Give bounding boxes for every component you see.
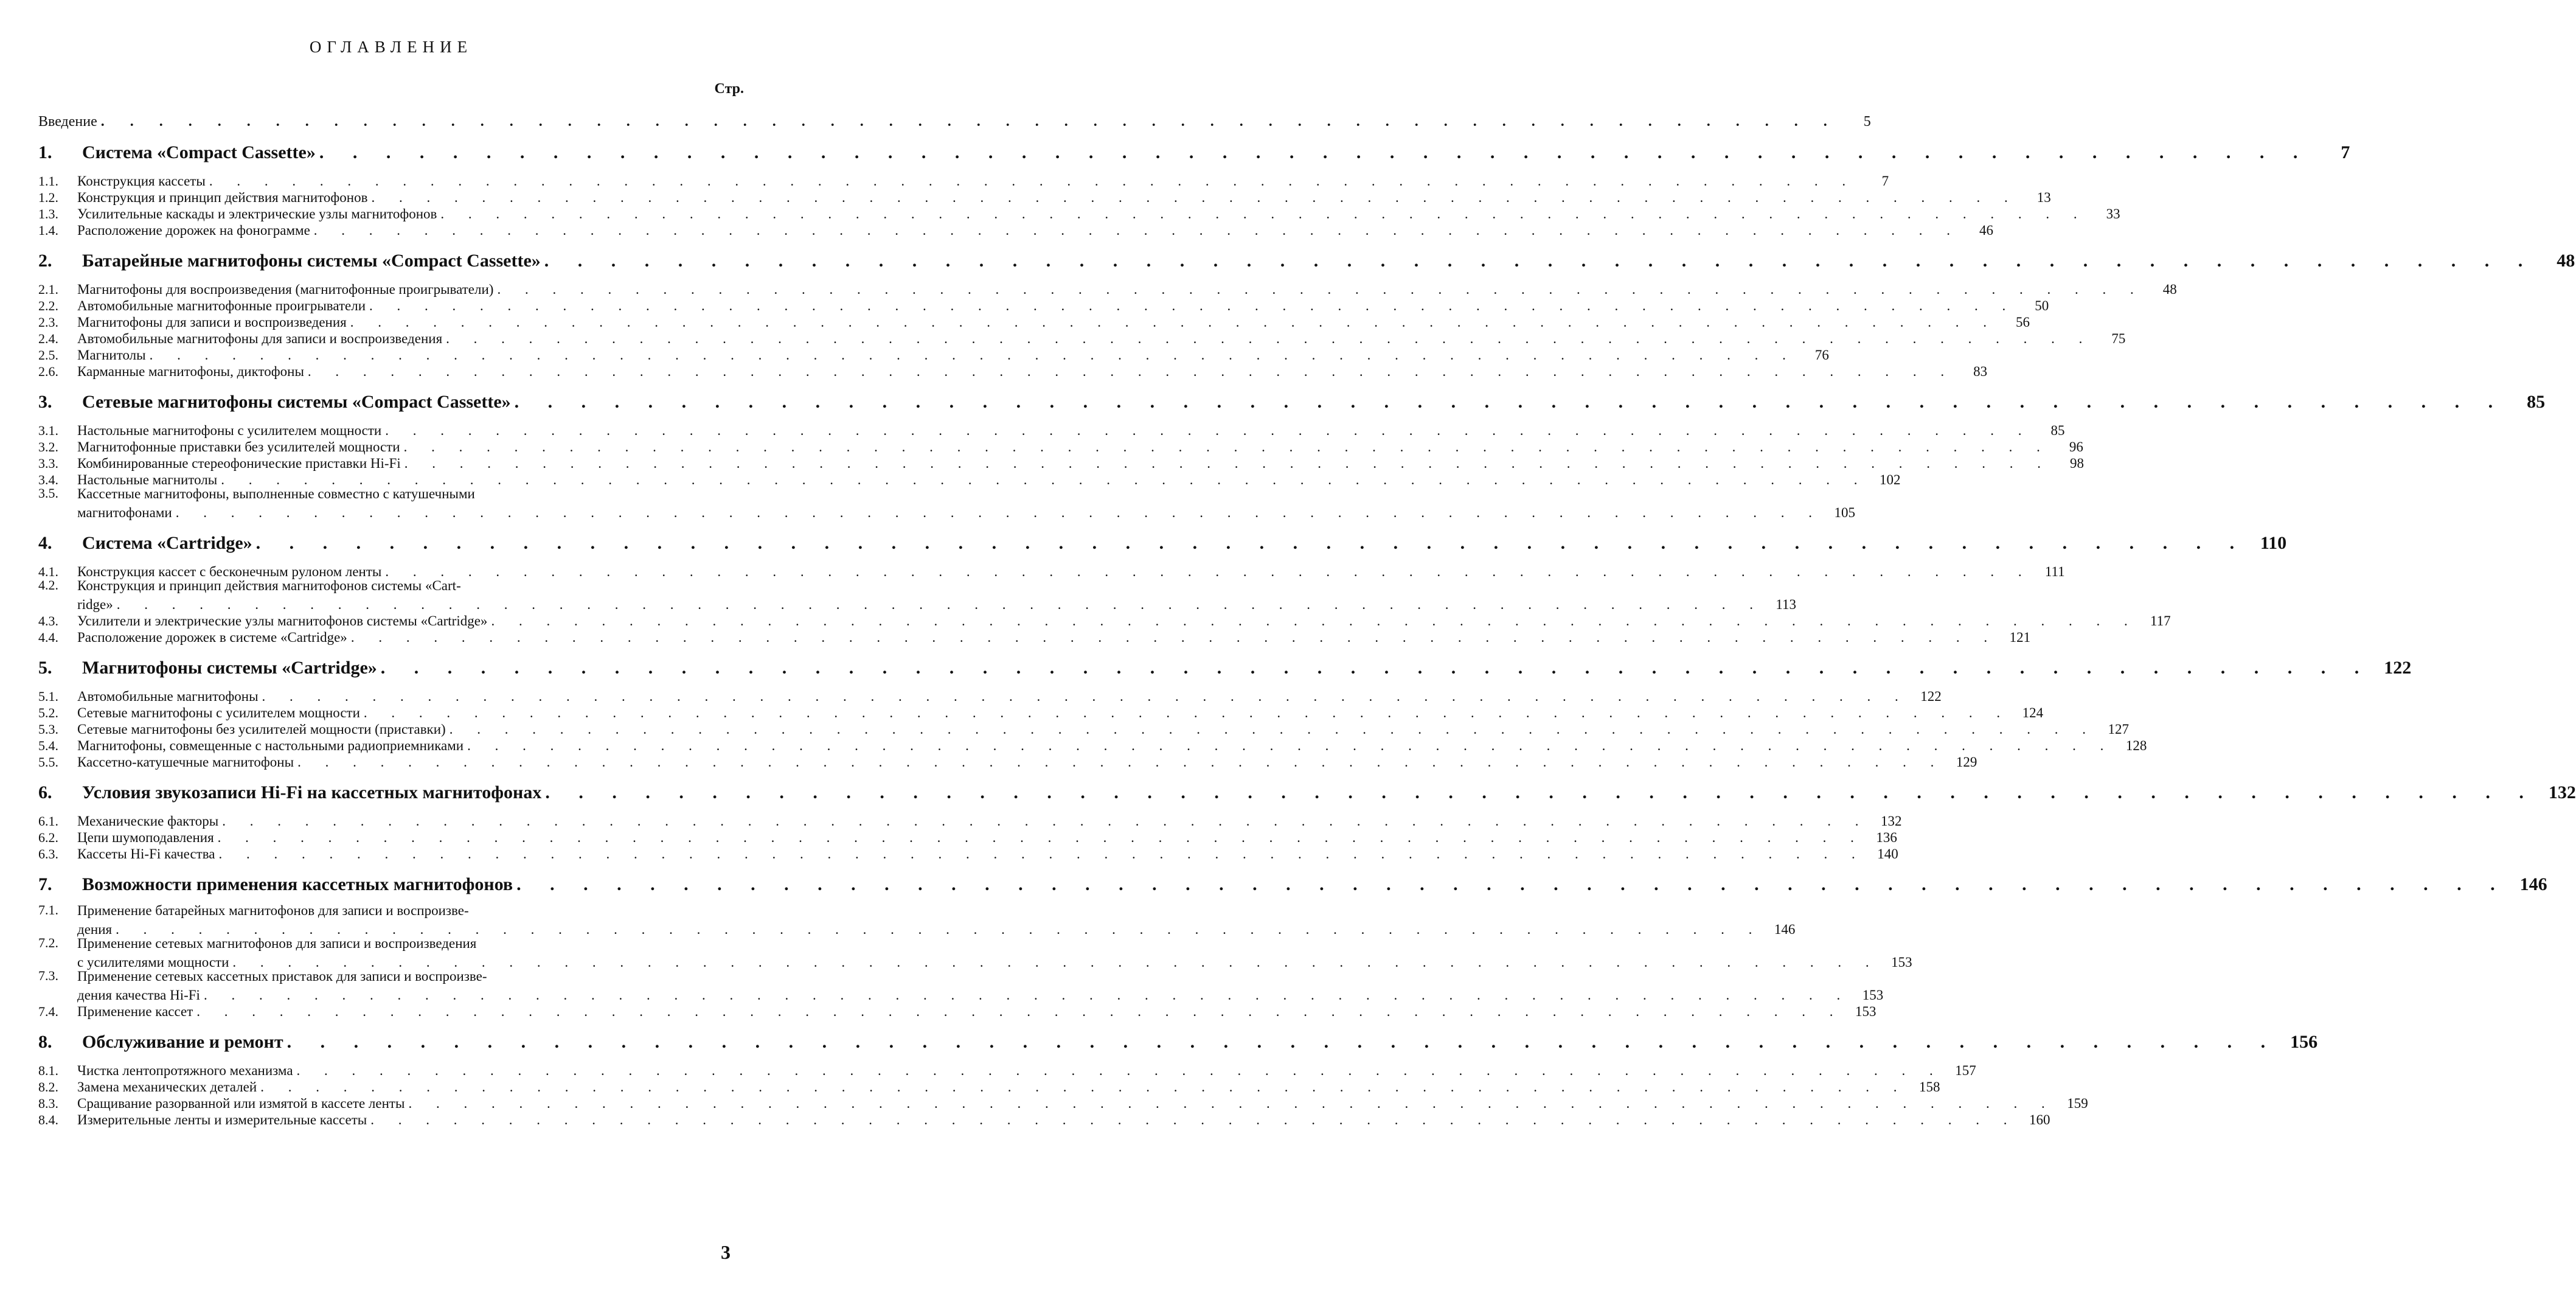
toc-chapter-row[interactable]	[38, 246, 2575, 271]
section-page: 96	[2069, 439, 2083, 454]
section-number: 2.4.	[38, 331, 58, 346]
section-title: Магнитолы	[77, 347, 146, 363]
section-page: 157	[1955, 1063, 1976, 1078]
chapter-title: Возможности применения кассетных магнитофонов	[82, 874, 513, 894]
section-page: 56	[2016, 315, 2030, 330]
dot-leader: . . . . . . . . . . . . . . . . . . . . . . . . . . . . . . . . . . . . . . . . . . . . . . . . . . . . . . . . . . . .	[449, 722, 2096, 737]
section-page: 111	[2044, 564, 2065, 579]
dot-leader: . . . . . . . . . . . . . . . . . . . . . . . . . . . . . . . . . . . . . . . . . . . . . . . . . . . . . . . . . . . .	[262, 689, 1909, 704]
toc-section-row[interactable]	[38, 736, 2147, 753]
chapter-number: 7.	[38, 874, 52, 894]
section-title: Чистка лентопротяжного механизма	[77, 1063, 293, 1078]
section-page: 129	[1956, 754, 1977, 770]
section-title: Комбинированные стереофонические приставки Hi-Fi	[77, 456, 401, 471]
section-number: 3.3.	[38, 456, 58, 471]
section-page: 113	[1776, 597, 1797, 612]
toc-section-continuation	[38, 595, 1797, 612]
toc-section-row[interactable]	[38, 562, 2065, 579]
section-page: 105	[1834, 505, 1855, 520]
section-page: 33	[2106, 206, 2120, 221]
dot-leader: . . . . . . . . . . . . . . . . . . . . . . . . . . . . . . . . . . . . . . . . . . . . . . . . . . . . . . . . . . . .	[350, 315, 1997, 330]
toc-section-row[interactable]	[38, 1110, 2050, 1127]
page-title: ОГЛАВЛЕНИЕ	[309, 38, 473, 56]
section-number: 7.2.	[38, 935, 58, 950]
toc-section-row[interactable]	[38, 362, 1988, 379]
section-title: Настольные магнитофоны с усилителем мощности	[77, 423, 382, 438]
section-number: 5.4.	[38, 738, 58, 753]
chapter-number: 2.	[38, 251, 52, 271]
section-page: 122	[1920, 689, 1942, 704]
section-number: 3.2.	[38, 439, 58, 454]
section-number: 8.3.	[38, 1096, 58, 1111]
chapter-page: 156	[2290, 1032, 2318, 1052]
chapter-number: 6.	[38, 782, 52, 802]
section-title: Конструкция кассет с бесконечным рулоном ленты	[77, 564, 382, 579]
section-number: 4.4.	[38, 630, 58, 645]
section-title: ridge»	[77, 597, 113, 612]
toc-section-row[interactable]	[38, 1002, 1876, 1019]
section-title: Карманные магнитофоны, диктофоны	[77, 364, 304, 379]
dot-leader: . . . . . . . . . . . . . . . . . . . . . . . . . . . . . . . . . . . . . . . . . . . . . . . . . . . . . . . . . . . .	[491, 613, 2138, 628]
toc-section-row[interactable]	[38, 936, 744, 953]
section-number: 2.2.	[38, 298, 58, 313]
section-number: 5.5.	[38, 754, 58, 770]
toc-section-continuation	[38, 503, 1855, 520]
section-page: 124	[2022, 705, 2044, 720]
dot-leader: . . . . . . . . . . . . . . . . . . . . . . . . . . . . . . . . . . . . . . . . . . . . . . . . . . . . . . . . . . . .	[286, 1032, 2278, 1052]
dot-leader: . . . . . . . . . . . . . . . . . . . . . . . . . . . . . . . . . . . . . . . . . . . . . . . . . . . . . . . . . . . .	[385, 564, 2032, 579]
section-page: 160	[2029, 1112, 2050, 1127]
dot-leader: . . . . . . . . . . . . . . . . . . . . . . . . . . . . . . . . . . . . . . . . . . . . . . . . . . . . . . . . . . . .	[307, 364, 1955, 379]
section-page: 121	[2009, 630, 2031, 645]
section-number: 4.3.	[38, 613, 58, 628]
section-number: 5.1.	[38, 689, 58, 704]
section-page: 158	[1918, 1079, 1940, 1095]
section-title: Сетевые магнитофоны без усилителей мощности (приставки)	[77, 722, 446, 737]
section-title: Применение сетевых магнитофонов для записи и воспроизведения	[77, 936, 477, 951]
section-page: 140	[1877, 846, 1898, 862]
toc-chapter-row[interactable]	[38, 1027, 2318, 1052]
dot-leader: . . . . . . . . . . . . . . . . . . . . . . . . . . . . . . . . . . . . . . . . . . . . . . . . . . . . . . . . . . . .	[116, 597, 1764, 612]
dot-leader: . . . . . . . . . . . . . . . . . . . . . . . . . . . . . . . . . . . . . . . . . . . . . . . . . . . . . . . . . . . .	[385, 423, 2032, 438]
section-page: 102	[1879, 472, 1901, 487]
section-title: Цепи шумоподавления	[77, 830, 214, 845]
dot-leader: . . . . . . . . . . . . . . . . . . . . . . . . . . . . . . . . . . . . . . . . . . . . . . . . . . . . . . . . . . . .	[446, 331, 2093, 346]
section-page: 153	[1862, 987, 1884, 1003]
toc-chapter-row[interactable]	[38, 138, 2350, 162]
chapter-page: 146	[2519, 874, 2547, 894]
toc-section-row[interactable]	[38, 280, 2177, 297]
dot-leader: . . . . . . . . . . . . . . . . . . . . . . . . . . . . . . . . . . . . . . . . . . . . . . . . . . . . . . . . . . . .	[403, 439, 2050, 454]
section-title: Применение сетевых кассетных приставок для записи и воспроизве-	[77, 969, 487, 984]
toc-section-row[interactable]	[38, 487, 744, 503]
section-title: Конструкция кассеты	[77, 173, 206, 189]
section-title: Измерительные ленты и измерительные кассеты	[77, 1112, 367, 1127]
section-title: дения качества Hi-Fi	[77, 987, 200, 1003]
chapter-page: 48	[2557, 251, 2575, 271]
section-number: 8.4.	[38, 1112, 58, 1127]
section-number: 2.5.	[38, 347, 58, 363]
section-title: Механические факторы	[77, 813, 219, 829]
section-page: 76	[1814, 347, 1829, 363]
section-number: 5.2.	[38, 705, 58, 720]
section-title: Кассетно-катушечные магнитофоны	[77, 754, 294, 770]
section-title: Сращивание разорванной или измятой в кассете ленты	[77, 1096, 405, 1111]
toc-intro-label: Введение	[38, 114, 97, 130]
section-title: Магнитофоны, совмещенные с настольными радиоприемниками	[77, 738, 464, 753]
toc-section-row[interactable]	[38, 703, 2044, 720]
section-title: Магнитофоны для записи и воспроизведения	[77, 315, 347, 330]
toc-section-row[interactable]	[38, 470, 1901, 487]
section-number: 2.3.	[38, 315, 58, 330]
section-number: 1.2.	[38, 190, 58, 205]
section-number: 6.1.	[38, 813, 58, 829]
section-number: 4.2.	[38, 577, 58, 593]
section-page: 146	[1774, 922, 1796, 937]
chapter-title: Батарейные магнитофоны системы «Compact Cassette»	[82, 251, 541, 271]
dot-leader: . . . . . . . . . . . . . . . . . . . . . . . . . . . . . . . . . . . . . . . . . . . . . . . . . . . . . . . . . . . .	[217, 830, 1864, 845]
section-page: 117	[2150, 613, 2171, 628]
chapter-page: 132	[2548, 782, 2576, 802]
toc-section-row[interactable]	[38, 1077, 1940, 1095]
section-number: 6.2.	[38, 830, 58, 845]
toc-chapter-row[interactable]	[38, 528, 2287, 553]
toc-section-row[interactable]	[38, 812, 1902, 829]
toc-section-row[interactable]	[38, 579, 744, 595]
toc-section-row[interactable]	[38, 454, 2084, 471]
dot-leader: . . . . . . . . . . . . . . . . . . . . . . . . . . . . . . . . . . . . . . . . . . . . . . . . . . . . . . . . . . . .	[371, 190, 2018, 205]
dot-leader: . . . . . . . . . . . . . . . . . . . . . . . . . . . . . . . . . . . . . . . . . . . . . . . . . . . . . . . . . . . .	[380, 658, 2372, 678]
toc-section-row[interactable]	[38, 903, 744, 920]
toc-section-row[interactable]	[38, 296, 2049, 313]
page-number: 3	[721, 1241, 731, 1263]
section-number: 7.3.	[38, 968, 58, 983]
section-number: 1.3.	[38, 206, 58, 221]
section-page: 7	[1881, 173, 1889, 189]
section-page: 153	[1891, 955, 1912, 970]
toc-section-row[interactable]	[38, 188, 2051, 205]
dot-leader: . . . . . . . . . . . . . . . . . . . . . . . . . . . . . . . . . . . . . . . . . . . . . . . . . . . . . . . . . . . .	[255, 533, 2247, 553]
section-page: 85	[2050, 423, 2065, 438]
toc-chapter-row[interactable]	[38, 869, 2547, 894]
section-number: 3.1.	[38, 423, 58, 438]
section-title: Расположение дорожек в системе «Cartridge»	[77, 630, 347, 645]
section-number: 1.4.	[38, 223, 58, 238]
chapter-page: 85	[2527, 392, 2546, 412]
dot-leader: . . . . . . . . . . . . . . . . . . . . . . . . . . . . . . . . . . . . . . . . . . . . . . . . . . . . . . . . . . . .	[514, 392, 2505, 412]
dot-leader: . . . . . . . . . . . . . . . . . . . . . . . . . . . . . . . . . . . . . . . . . . . . . . . . . . . . . . . . . . . .	[175, 505, 1822, 520]
chapter-number: 1.	[38, 142, 52, 162]
section-page: 128	[2125, 738, 2147, 753]
dot-leader: . . . . . . . . . . . . . . . . . . . . . . . . . . . . . . . . . . . . . . . . . . . . . . . . . . . . . . . . . . . .	[260, 1079, 1908, 1095]
dot-leader: . . . . . . . . . . . . . . . . . . . . . . . . . . . . . . . . . . . . . . . . . . . . . . . . . . . . . . . . . . . .	[544, 251, 2535, 271]
chapter-number: 4.	[38, 533, 52, 553]
toc-section-row[interactable]	[38, 628, 2031, 645]
section-title: Конструкция и принцип действия магнитофонов системы «Cart-	[77, 578, 461, 593]
toc-section-row[interactable]	[38, 753, 1977, 770]
section-page: 98	[2069, 456, 2084, 471]
toc-section-row[interactable]	[38, 346, 1829, 363]
dot-leader: . . . . . . . . . . . . . . . . . . . . . . . . . . . . . . . . . . . . . . . . . . . . . . . . . . . . . . . . . . . .	[369, 298, 2016, 313]
toc-section-row[interactable]	[38, 313, 2030, 330]
toc-section-row[interactable]	[38, 844, 1898, 862]
chapter-title: Система «Cartridge»	[82, 533, 252, 553]
dot-leader: . . . . . . . . . . . . . . . . . . . . . . . . . . . . . . . . . . . . . . . . . . . . . . . . . . . . . . . . . . . .	[232, 955, 1880, 970]
toc-section-continuation	[38, 953, 1912, 970]
chapter-page: 122	[2384, 658, 2412, 678]
section-number: 2.1.	[38, 282, 58, 297]
section-number: 8.2.	[38, 1079, 58, 1095]
toc-intro-page: 5	[1863, 114, 1871, 130]
dot-leader: . . . . . . . . . . . . . . . . . . . . . . . . . . . . . . . . . . . . . . . . . . . . . . . . . . . . . . . . . . . .	[497, 282, 2144, 297]
section-number: 6.3.	[38, 846, 58, 862]
section-number: 7.1.	[38, 902, 58, 917]
dot-leader: . . . . . . . . . . . . . . . . . . . . . . . . . . . . . . . . . . . . . . . . . . . . . . . . . . . . . . . . . . . .	[404, 456, 2051, 471]
section-number: 7.4.	[38, 1004, 58, 1019]
section-page: 153	[1855, 1004, 1876, 1019]
toc-section-row[interactable]	[38, 421, 2065, 438]
section-page: 83	[1973, 364, 1988, 379]
dot-leader: . . . . . . . . . . . . . . . . . . . . . . . . . . . . . . . . . . . . . . . . . . . . . . . . . . . . . . . . . . . .	[100, 114, 1838, 130]
chapter-page: 110	[2260, 533, 2287, 553]
toc-chapter-row[interactable]	[38, 387, 2546, 412]
section-page: 136	[1876, 830, 1897, 845]
section-number: 4.1.	[38, 564, 58, 579]
toc-intro-row[interactable]	[38, 110, 1871, 130]
toc-section-continuation	[38, 986, 1884, 1003]
dot-leader: . . . . . . . . . . . . . . . . . . . . . . . . . . . . . . . . . . . . . . . . . . . . . . . . . . . . . . . . . . . .	[516, 874, 2507, 894]
dot-leader: . . . . . . . . . . . . . . . . . . . . . . . . . . . . . . . . . . . . . . . . . . . . . . . . . . . . . . . . . . . .	[467, 738, 2114, 753]
section-title: магнитофонами	[77, 505, 172, 520]
toc-section-row[interactable]	[38, 172, 1889, 189]
dot-leader: . . . . . . . . . . . . . . . . . . . . . . . . . . . . . . . . . . . . . . . . . . . . . . . . . . . . . . . . . . . .	[209, 173, 1856, 189]
toc-section-continuation	[38, 920, 1796, 937]
dot-leader: . . . . . . . . . . . . . . . . . . . . . . . . . . . . . . . . . . . . . . . . . . . . . . . . . . . . . . . . . . . .	[408, 1096, 2055, 1111]
section-number: 2.6.	[38, 364, 58, 379]
toc-section-row[interactable]	[38, 969, 744, 986]
section-title: Замена механических деталей	[77, 1079, 257, 1095]
dot-leader: . . . . . . . . . . . . . . . . . . . . . . . . . . . . . . . . . . . . . . . . . . . . . . . . . . . . . . . . . . . .	[218, 846, 1866, 862]
section-title: Конструкция и принцип действия магнитофонов	[77, 190, 368, 205]
section-title: Расположение дорожек на фонограмме	[77, 223, 310, 238]
toc-section-row[interactable]	[38, 828, 1897, 845]
section-title: Автомобильные магнитофоны	[77, 689, 259, 704]
chapter-title: Условия звукозаписи Hi-Fi на кассетных магнитофонах	[82, 782, 542, 802]
section-page: 132	[1881, 813, 1902, 829]
section-title: дения	[77, 922, 113, 937]
section-page: 46	[1979, 223, 1994, 238]
section-number: 5.3.	[38, 722, 58, 737]
dot-leader: . . . . . . . . . . . . . . . . . . . . . . . . . . . . . . . . . . . . . . . . . . . . . . . . . . . . . . . . . . . .	[221, 472, 1868, 487]
section-title: Сетевые магнитофоны с усилителем мощности	[77, 705, 360, 720]
toc-page	[38, 0, 2576, 1302]
toc-section-row[interactable]	[38, 720, 2129, 737]
section-page: 127	[2108, 722, 2129, 737]
toc-section-row[interactable]	[38, 687, 1942, 704]
section-page: 50	[2035, 298, 2049, 313]
dot-leader: . . . . . . . . . . . . . . . . . . . . . . . . . . . . . . . . . . . . . . . . . . . . . . . . . . . . . . . . . . . .	[350, 630, 1998, 645]
section-page: 13	[2036, 190, 2051, 205]
section-title: Автомобильные магнитофоны для записи и воспроизведения	[77, 331, 443, 346]
toc-chapter-row[interactable]	[38, 778, 2576, 802]
section-number: 3.5.	[38, 486, 58, 501]
dot-leader: . . . . . . . . . . . . . . . . . . . . . . . . . . . . . . . . . . . . . . . . . . . . . . . . . . . . . . . . . . . .	[196, 1004, 1844, 1019]
section-page: 48	[2162, 282, 2177, 297]
chapter-number: 5.	[38, 658, 52, 678]
section-title: Применение батарейных магнитофонов для записи и воспроизве-	[77, 903, 469, 918]
dot-leader: . . . . . . . . . . . . . . . . . . . . . . . . . . . . . . . . . . . . . . . . . . . . . . . . . . . . . . . . . . . .	[363, 705, 2011, 720]
section-title: с усилителями мощности	[77, 955, 229, 970]
chapter-title: Система «Compact Cassette»	[82, 142, 316, 162]
dot-leader: . . . . . . . . . . . . . . . . . . . . . . . . . . . . . . . . . . . . . . . . . . . . . . . . . . . . . . . . . . . .	[545, 782, 2536, 802]
section-title: Усилительные каскады и электрические узлы магнитофонов	[77, 206, 437, 221]
dot-leader: . . . . . . . . . . . . . . . . . . . . . . . . . . . . . . . . . . . . . . . . . . . . . . . . . . . . . . . . . . . .	[319, 142, 2310, 162]
section-title: Усилители и электрические узлы магнитофонов системы «Cartridge»	[77, 613, 488, 628]
dot-leader: . . . . . . . . . . . . . . . . . . . . . . . . . . . . . . . . . . . . . . . . . . . . . . . . . . . . . . . . . . . .	[222, 813, 1869, 829]
section-number: 8.1.	[38, 1063, 58, 1078]
dot-leader: . . . . . . . . . . . . . . . . . . . . . . . . . . . . . . . . . . . . . . . . . . . . . . . . . . . . . . . . . . . .	[116, 922, 1763, 937]
section-title: Магнитофоны для воспроизведения (магнитофонные проигрыватели)	[77, 282, 494, 297]
table-of-contents	[38, 110, 2576, 1127]
section-title: Настольные магнитолы	[77, 472, 218, 487]
section-page: 75	[2111, 331, 2126, 346]
section-number: 1.1.	[38, 173, 58, 189]
section-title: Автомобильные магнитофонные проигрыватели	[77, 298, 366, 313]
dot-leader: . . . . . . . . . . . . . . . . . . . . . . . . . . . . . . . . . . . . . . . . . . . . . . . . . . . . . . . . . . . .	[296, 1063, 1943, 1078]
toc-section-row[interactable]	[38, 1061, 1976, 1078]
section-page: 159	[2067, 1096, 2088, 1111]
page-column-label: Стр.	[714, 81, 744, 97]
section-title: Магнитофонные приставки без усилителей мощности	[77, 439, 400, 454]
toc-chapter-row[interactable]	[38, 653, 2412, 678]
chapter-number: 3.	[38, 392, 52, 412]
section-number: 3.4.	[38, 472, 58, 487]
toc-section-row[interactable]	[38, 1094, 2088, 1111]
dot-leader: . . . . . . . . . . . . . . . . . . . . . . . . . . . . . . . . . . . . . . . . . . . . . . . . . . . . . . . . . . . .	[203, 987, 1851, 1003]
section-title: Кассетные магнитофоны, выполненные совместно с катушечными	[77, 486, 475, 501]
section-title: Кассеты Hi-Fi качества	[77, 846, 215, 862]
dot-leader: . . . . . . . . . . . . . . . . . . . . . . . . . . . . . . . . . . . . . . . . . . . . . . . . . . . . . . . . . . . .	[370, 1112, 2018, 1127]
chapter-number: 8.	[38, 1032, 52, 1052]
toc-section-row[interactable]	[38, 221, 1994, 238]
section-title: Применение кассет	[77, 1004, 193, 1019]
toc-section-row[interactable]	[38, 329, 2126, 346]
dot-leader: . . . . . . . . . . . . . . . . . . . . . . . . . . . . . . . . . . . . . . . . . . . . . . . . . . . . . . . . . . . .	[440, 206, 2088, 221]
chapter-title: Обслуживание и ремонт	[82, 1032, 283, 1052]
dot-leader: . . . . . . . . . . . . . . . . . . . . . . . . . . . . . . . . . . . . . . . . . . . . . . . . . . . . . . . . . . . .	[149, 347, 1796, 363]
toc-section-row[interactable]	[38, 437, 2083, 454]
chapter-title: Сетевые магнитофоны системы «Compact Cassette»	[82, 392, 511, 412]
chapter-title: Магнитофоны системы «Cartridge»	[82, 658, 377, 678]
dot-leader: . . . . . . . . . . . . . . . . . . . . . . . . . . . . . . . . . . . . . . . . . . . . . . . . . . . . . . . . . . . .	[313, 223, 1961, 238]
chapter-page: 7	[2341, 142, 2350, 162]
toc-section-row[interactable]	[38, 204, 2120, 221]
toc-section-row[interactable]	[38, 611, 2171, 628]
dot-leader: . . . . . . . . . . . . . . . . . . . . . . . . . . . . . . . . . . . . . . . . . . . . . . . . . . . . . . . . . . . .	[297, 754, 1945, 770]
